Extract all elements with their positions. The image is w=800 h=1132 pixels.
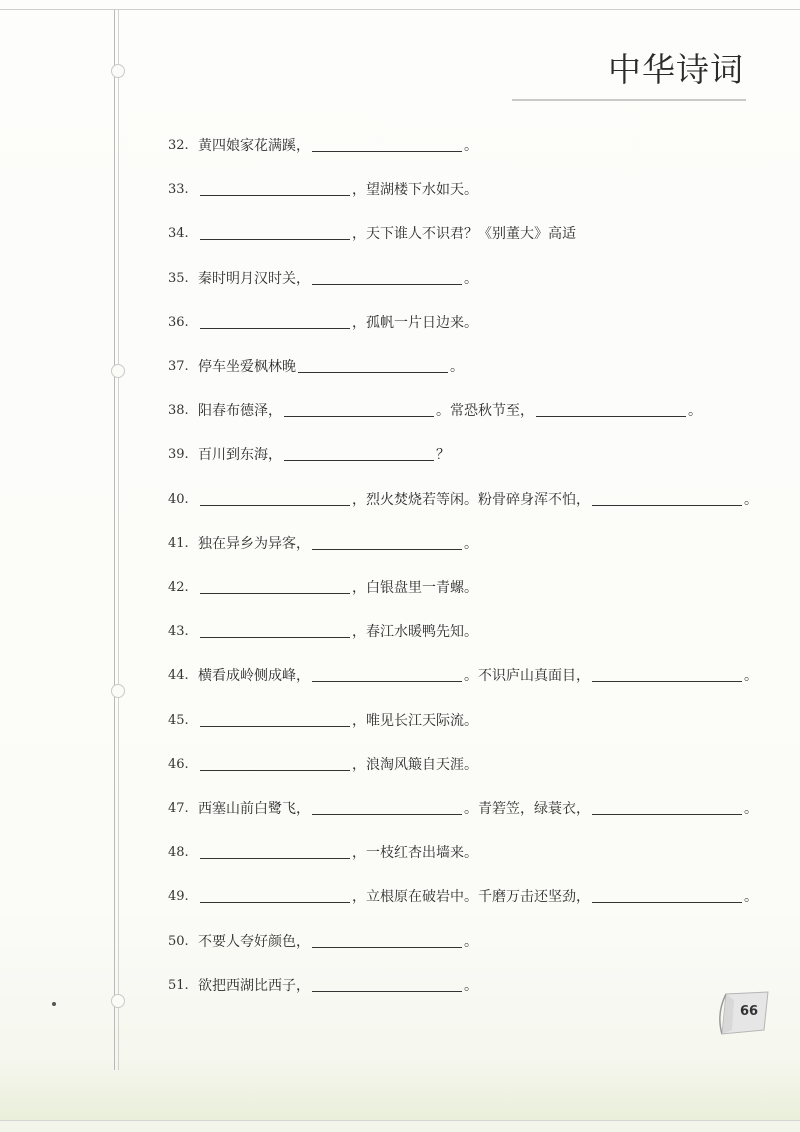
question-number: 36. [168, 315, 189, 330]
answer-blank[interactable] [298, 358, 448, 373]
binding-line-inner [118, 10, 119, 1070]
answer-blank[interactable] [200, 314, 350, 329]
answer-blank[interactable] [536, 402, 686, 417]
question-row [168, 662, 768, 684]
question-row [168, 928, 768, 950]
answer-blank[interactable] [200, 225, 350, 240]
answer-blank[interactable] [312, 270, 462, 285]
question-number: 49. [168, 889, 189, 904]
question-text: 。 [464, 138, 478, 154]
answer-blank[interactable] [200, 844, 350, 859]
punch-hole [111, 364, 125, 378]
answer-blank[interactable] [312, 800, 462, 815]
question-text: 。不识庐山真面目， [464, 668, 590, 684]
answer-blank[interactable] [312, 933, 462, 948]
question-text: 。 [744, 889, 758, 905]
answer-blank[interactable] [284, 402, 434, 417]
answer-blank[interactable] [592, 888, 742, 903]
answer-blank[interactable] [312, 667, 462, 682]
question-number: 35. [168, 271, 189, 286]
question-number: 38. [168, 403, 189, 418]
question-number: 46. [168, 757, 189, 772]
question-text: 。 [688, 403, 702, 419]
question-text: 。 [744, 668, 758, 684]
question-number: 40. [168, 492, 189, 507]
question-text: 。 [450, 359, 464, 375]
header-rule [512, 99, 746, 101]
question-text: ？ [436, 447, 450, 463]
question-text: 阳春布德泽， [198, 403, 282, 419]
scan-edge-bottom [0, 1120, 800, 1121]
question-number: 41. [168, 536, 189, 551]
question-row [168, 574, 768, 596]
question-number: 50. [168, 934, 189, 949]
question-text: 。 [464, 536, 478, 552]
question-text: 。 [744, 801, 758, 817]
question-text: 百川到东海， [198, 447, 282, 463]
question-text: 。 [464, 271, 478, 287]
question-text: ，望湖楼下水如天。 [352, 182, 478, 198]
question-row [168, 751, 768, 773]
question-text: 。 [464, 978, 478, 994]
answer-blank[interactable] [312, 977, 462, 992]
question-number: 47. [168, 801, 189, 816]
question-row [168, 309, 768, 331]
page-number: 66 [740, 1004, 759, 1019]
answer-blank[interactable] [200, 712, 350, 727]
question-row [168, 795, 768, 817]
answer-blank[interactable] [200, 756, 350, 771]
answer-blank[interactable] [284, 446, 434, 461]
question-row [168, 486, 768, 508]
question-text: 横看成岭侧成峰， [198, 668, 310, 684]
question-row [168, 441, 768, 463]
question-text: 不要人夸好颜色， [198, 934, 310, 950]
paper-tint [0, 1060, 800, 1120]
question-row [168, 883, 768, 905]
question-number: 42. [168, 580, 189, 595]
question-row [168, 265, 768, 287]
question-text: ，唯见长江天际流。 [352, 713, 478, 729]
question-text: 西塞山前白鹭飞， [198, 801, 310, 817]
question-text: 。 [744, 492, 758, 508]
answer-blank[interactable] [200, 888, 350, 903]
question-row [168, 353, 768, 375]
question-text: ，一枝红杏出墙来。 [352, 845, 478, 861]
question-text: 黄四娘家花满蹊， [198, 138, 310, 154]
question-row [168, 530, 768, 552]
scan-speck [52, 1002, 56, 1006]
question-row [168, 220, 768, 242]
question-text: 秦时明月汉时关， [198, 271, 310, 287]
question-row [168, 176, 768, 198]
punch-hole [111, 684, 125, 698]
question-number: 32. [168, 138, 189, 153]
question-text: ，春江水暖鸭先知。 [352, 624, 478, 640]
question-number: 45. [168, 713, 189, 728]
question-text: ，白银盘里一青螺。 [352, 580, 478, 596]
question-number: 51. [168, 978, 189, 993]
question-row [168, 618, 768, 640]
question-number: 37. [168, 359, 189, 374]
question-text: 停车坐爱枫林晚 [198, 359, 296, 375]
question-row [168, 397, 768, 419]
question-number: 34. [168, 226, 189, 241]
question-row [168, 132, 768, 154]
question-text: 欲把西湖比西子， [198, 978, 310, 994]
question-text: ，浪淘风簸自天涯。 [352, 757, 478, 773]
answer-blank[interactable] [200, 181, 350, 196]
question-text: 。常恐秋节至， [436, 403, 534, 419]
answer-blank[interactable] [592, 800, 742, 815]
question-row [168, 839, 768, 861]
answer-blank[interactable] [312, 535, 462, 550]
scan-edge-top [0, 9, 800, 10]
page-title: 中华诗词 [608, 50, 744, 89]
question-row [168, 972, 768, 994]
question-text: ，天下谁人不识君？《别董大》高适 [352, 226, 576, 242]
answer-blank[interactable] [592, 491, 742, 506]
answer-blank[interactable] [200, 491, 350, 506]
question-text: ，立根原在破岩中。千磨万击还坚劲， [352, 889, 590, 905]
answer-blank[interactable] [200, 623, 350, 638]
question-text: ，烈火焚烧若等闲。粉骨碎身浑不怕， [352, 492, 590, 508]
answer-blank[interactable] [200, 579, 350, 594]
question-row [168, 707, 768, 729]
question-text: ，孤帆一片日边来。 [352, 315, 478, 331]
question-text: 独在异乡为异客， [198, 536, 310, 552]
answer-blank[interactable] [592, 667, 742, 682]
punch-hole [111, 994, 125, 1008]
question-number: 33. [168, 182, 189, 197]
binding-line [114, 10, 115, 1070]
question-number: 48. [168, 845, 189, 860]
question-number: 39. [168, 447, 189, 462]
question-text: 。 [464, 934, 478, 950]
punch-hole [111, 64, 125, 78]
question-number: 43. [168, 624, 189, 639]
question-number: 44. [168, 668, 189, 683]
question-text: 。青箬笠，绿蓑衣， [464, 801, 590, 817]
answer-blank[interactable] [312, 137, 462, 152]
